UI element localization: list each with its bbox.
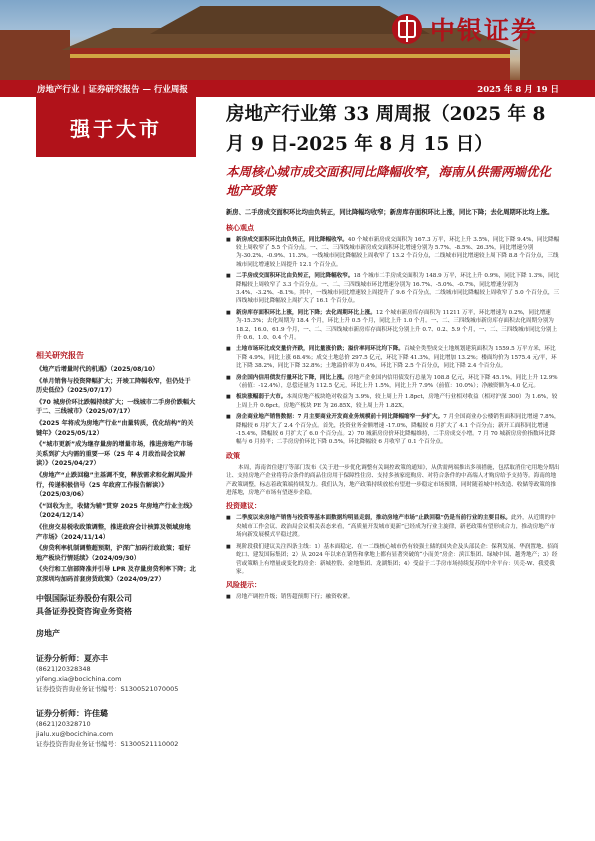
banner-roof-upper — [150, 6, 430, 34]
analyst-phone: (8621)20328348 — [36, 665, 91, 674]
rating-badge: 强于大市 — [36, 97, 196, 157]
header-category: 房地产行业 | 证券研究报告 — 行业周报 — [37, 84, 188, 95]
analyst-cert: 证券投资咨询业务证书编号：S1300521110002 — [36, 740, 179, 749]
company-logo — [392, 10, 582, 48]
report-title: 房地产行业第 33 周周报（2025 年 8 月 9 日-2025 年 8 月 15 日） — [226, 104, 546, 155]
core-view-body: 40 个城市新房成交面积为 167.3 万平，环比上升 3.5%，同比下降 9.4%，同比降幅较上周收窄了 5.5 个百分点。一、二、三四线城市新房成交面积环比增速分别为 5.7%、-8.5%、26.3%，同比增速分别为-30.2%、-0.9%、11.3%。一线城市同比降幅较上周收窄了 13.2 个百分点，二线城市同比增速较上周下降 8.8 个百分点，三线城市同比增速较上周提升 12.1 个百分点。 — [236, 236, 560, 268]
investment-advice-lead: 二季度以来房地产销售与投资等基本面数据均明显走弱，推动房地产市场“止跌回稳”仍是当前行业的主要目标。 — [236, 515, 511, 522]
core-view-lead: 房企商业地产销售数据：7 月主要商业开发商业务规模前十同比降幅缩窄一步扩大。 — [236, 414, 444, 421]
main-column — [226, 100, 560, 605]
left-column — [36, 97, 196, 749]
core-view-item — [226, 345, 560, 370]
core-views-list — [226, 236, 560, 447]
core-view-body: 房地产企业国内信用债发行总量为 108.8 亿元，环比下降 45.1%，同比上升 12.9%（前值：-12.4%），总偿还量为 112.5 亿元，环比上升 1.5%，同比上升 7.9%（前值：10.0%）；净融资额为-4.0 亿元。 — [236, 374, 558, 389]
related-report-item[interactable]: 《单月销售与投资降幅扩大；开竣工降幅收窄，但仍处于历史低位》（2025/07/17） — [36, 377, 191, 395]
investment-advice-list — [226, 514, 560, 576]
banner-tower-left — [0, 30, 70, 80]
investment-advice-item — [226, 514, 560, 539]
investment-advice-body: 现阶段我们建议关注四条主线：1）基本面稳定、在一二线核心城市仍有较强土储的国央企及头部民企：保利发展、华润置地、招商蛇口、建发国际集团；2）从 2024 年以来在销售和拿地上都有显著突破的“小而美”房企：滨江集团、绿城中国、越秀地产；3）经营或策略上有增量或变化的房企：新城控股、金地集团、龙湖集团；4）受益于二手房市场持续复苏的中介平台：贝壳-W、我爱我家。 — [236, 543, 559, 575]
investment-advice-heading: 投资建议： — [226, 502, 261, 511]
policy-heading: 政策 — [226, 451, 240, 460]
risk-item: ■ 房地产调控升级；销售超预期下行；融资收紧。 — [226, 593, 560, 601]
core-view-item — [226, 393, 560, 410]
header-bar — [0, 80, 595, 97]
related-report-item[interactable]: 《“回收为主，收储为辅”贯穿 2025 年房地产行业主线》（2024/12/14） — [36, 502, 196, 520]
core-view-body: 12 个城市新房库存面积为 11211 万平，环比增速为 0.2%，同比增速为-15.3%；去化周期为 18.4 个月，环比上升 0.5 个月，同比上升 1.0 个月。一、二、三四线城市新房库存面积去化周期分别为 18.2、16.0、61.9 个月，一、二、三四线城市新房库存面积环比分别上升 0.7、0.2、5.9 个月，一、二、三四线城市同比分别上升 0.6、1.0、0.4 个月。 — [236, 309, 558, 341]
sector-label: 房地产 — [36, 629, 60, 639]
company-name: 中银国际证券股份有限公司 具备证券投资咨询业务资格 — [36, 594, 132, 617]
core-view-lead: 房企国内信用债发行量环比下降，同比上涨。 — [236, 374, 348, 381]
investment-advice-body: 此外，从近期的中央城市工作会议、政治局会议相关表态来看，“高质量开发城市更新”已经成为行业主旋律，新老政策有望形成合力，推动房地产市场向新发展模式平稳过渡。 — [236, 515, 556, 539]
investment-advice-item — [226, 543, 560, 577]
analyst-cert: 证券投资咨询业务证书编号：S1300521070005 — [36, 685, 179, 694]
related-report-item[interactable]: 《“城市更新”成为继存量房的增量市场，推进房地产市场关系到扩大内需的重要一环（25 年 4 月政治局会议解读）》（2025/04/27） — [36, 441, 193, 468]
core-view-item — [226, 413, 560, 447]
core-view-item — [226, 236, 560, 270]
report-summary: 新房、二手房成交面积环比均由负转正，同比降幅均收窄；新房库存面积环比上涨，同比下降；去化周期环比均上涨。 — [226, 209, 554, 216]
related-report-item[interactable]: 《地产后增量时代的机遇》（2025/08/10） — [36, 366, 159, 373]
analyst-block — [36, 653, 196, 694]
core-view-body: 7 月全国商业办公楼销售面积同比增速 7.8%，降幅较 6 月扩大了 2.4 个百分点。首先，投资业务金额增速 -17.0%，降幅较 6 月扩大了 4.1 个百分点；新开工面积同比增速 -15.4%，降幅较 6 月扩大了 6.0 个百分点。2）70 城新房房价环比降幅维持，二手房成交小增。7 月 70 城新房房价指数环比降幅与 6 月持平；二手房房价环比下降 0.5%，环比降幅较 6 月收窄了 0.1 个百分点。 — [236, 414, 560, 446]
core-view-body: 百城全类型成交土地规划建筑面积为 1559.5 万平方米，环比下降 4.9%，同比上涨 68.4%；成交土地总价 297.5 亿元，环比下降 41.3%，同比增加 13.2%；楼面均价为 1575.4 元/平，环比下降 38.2%，同比下降 32.8%；土地溢价率为 0.4%，环比下降 2.5 个百分点，同比下降 2.4 个百分点。 — [236, 346, 557, 370]
risk-heading: 风险提示： — [226, 581, 261, 590]
related-report-item[interactable]: 《房地产“止跌回稳”主基调不变，释放需求和化解风险并行，传递积极信号（25 年政府工作报告解读）》（2025/03/06） — [36, 471, 193, 499]
analyst-block — [36, 708, 196, 749]
core-view-item — [226, 374, 560, 391]
core-view-lead: 板块涨幅弱于大市。 — [236, 394, 287, 401]
related-report-item[interactable]: 《70 城房价环比跌幅持续扩大；一线城市二手房价跌幅大于二、三线城市》（2025/07/17） — [36, 398, 196, 416]
header-date: 2025 年 8 月 19 日 — [477, 84, 559, 95]
core-view-lead: 新房库存面积环比上涨，同比下降；去化周期环比上涨。 — [236, 309, 376, 316]
risk-list — [226, 593, 560, 601]
related-reports-title: 相关研究报告 — [36, 351, 84, 360]
analyst-name: 证券分析师：夏亦丰 — [36, 654, 108, 664]
analyst-name: 证券分析师：许佳璐 — [36, 709, 108, 719]
related-report-item[interactable]: 《央行和工信部降准并引导 LPR 及存量房贷利率下降；北京深圳均加码首套房货政策》（2024/09/27） — [36, 566, 196, 583]
related-report-item[interactable]: 《房贷利率机制调整超预期，沪深广加码行政政策；看好地产板块行情延续》（2024/09/30） — [36, 545, 191, 562]
analyst-phone: (8621)20328710 — [36, 720, 91, 729]
banner-hall — [70, 48, 510, 80]
core-view-item — [226, 309, 560, 343]
logo-mark-icon — [392, 14, 422, 44]
core-views-heading: 核心观点 — [226, 223, 254, 232]
logo-text: 中银证券 — [430, 16, 539, 45]
report-subtitle: 本周核心城市成交面积同比降幅收窄，海南从供需两端优化地产政策 — [226, 164, 552, 198]
related-report-item[interactable]: 《住房交易税收政策调整，推进政府会计核算及领域房地产市场》（2024/11/14） — [36, 523, 191, 541]
analyst-email[interactable]: jialu.xu@bocichina.com — [36, 730, 114, 739]
related-reports-list — [36, 365, 196, 584]
core-view-lead: 二手房成交面积环比由负转正，同比降幅收窄。 — [236, 273, 354, 280]
policy-paragraph: 本周，海南省住建厅等部门发布《关于进一步优化调整有关调控政策的通知》，从供需两端推出多项措施，包括取消住宅用地分期出让、支持房地产企业将符合条件的商品住房用于保障性住房、支持多孩家庭购房、对符合条件的中高端人才购房给予支持等。海南的地产政策调整，标志着政策端持续发力。我们认为，地产政策持续放松有望进一步稳定市场预期，同时随着城中村改造、收储等政策的推进落地，房地产市场有望逐步企稳。 — [226, 464, 560, 497]
core-view-item — [226, 272, 560, 306]
core-view-body: 18 个城市二手房成交面积为 148.9 万平，环比上升 0.9%，同比下降 1.3%，同比降幅较上周收窄了 3.3 个百分点。一、二、三四线城市环比增速分别为 16.7%、-5.0%、-0.7%，同比增速分别为 3.4%、-3.2%、-8.1%。其中，一线城市同比增速较上周提升了 9.6 个百分点，二线城市同比降幅较上周收窄了 5.0 个百分点，三四线城市同比降幅较上周扩大了 16.1 个百分点。 — [236, 273, 560, 305]
analyst-email[interactable]: yifeng.xia@bocichina.com — [36, 675, 122, 684]
core-view-lead: 新房成交面积环比由负转正，同比降幅收窄。 — [236, 236, 348, 243]
core-view-body: 本周房地产板块绝对收益为 3.9%，较上周上升 1.8pct，房地产行业相对收益（相对沪深 300）为 1.6%，较上周上升 0.6pct。房地产板块 PE 为 26.85X，较上周上升 1.82X。 — [236, 394, 558, 409]
related-report-item[interactable]: 《2025 年将成为房地产行业“由量转质，优化结构”的关键年》（2025/05/12） — [36, 419, 194, 437]
core-view-lead: 土地市场环比成交量价齐跌，同比量涨价跌；溢价率同环比均下降。 — [236, 346, 404, 353]
